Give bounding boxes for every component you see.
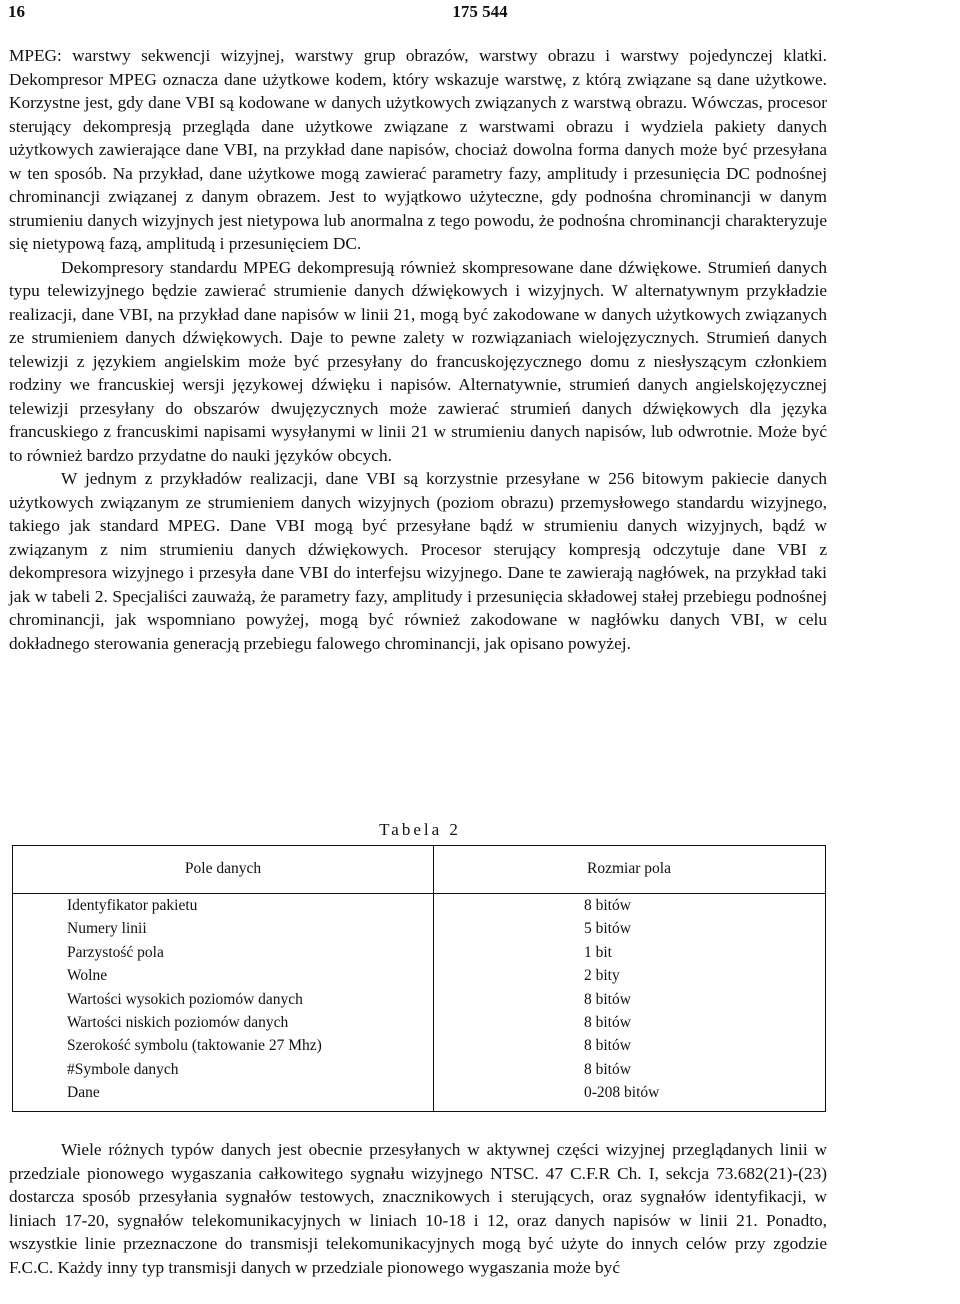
table-row xyxy=(13,944,825,967)
header-field-name: Pole danych xyxy=(184,860,262,877)
cell-field: Wartości niskich poziomów danych xyxy=(67,1013,289,1031)
table-header-row xyxy=(13,846,825,894)
cell-size: 8 bitów xyxy=(584,990,631,1008)
table-row xyxy=(13,1084,825,1107)
cell-field: Numery linii xyxy=(67,920,147,938)
table-row xyxy=(13,991,825,1014)
cell-field: Wartości wysokich poziomów danych xyxy=(67,990,303,1008)
cell-field: Dane xyxy=(67,1084,100,1102)
table-row xyxy=(13,897,825,920)
page-number: 16 xyxy=(8,2,25,21)
cell-size: 1 bit xyxy=(584,943,612,961)
cell-field: #Symbole danych xyxy=(67,1060,179,1078)
paragraph-ntsc-data: Wiele różnych typów danych jest obecnie przesyłanych w aktywnej części wizyjnej przeglądanych linii w przedziale pionowego wygaszania całkowitego sygnału wizyjnego NTSC. 47 C.F.R Ch. I, sekcja 73.682(21)-(23) dostarcza sposób przesyłania sygnałów testowych, znacznikowych i sterujących, oraz sygnałów identyfikacji, w liniach 17-20, sygnałów telekomunikacyjnych w liniach 10-18 i 12, oraz danych napisów w linii 21. Ponadto, wszystkie linie przeznaczone do transmisji telekomunikacyjnych mogą być użyte do innych celów przy zgodzie F.C.C. Każdy inny typ transmisji danych w przedziale pionowego wygaszania może być xyxy=(9,1140,827,1277)
cell-size: 8 bitów xyxy=(584,1060,631,1078)
cell-size: 8 bitów xyxy=(584,1013,631,1031)
body-text-bottom xyxy=(9,1138,827,1279)
paragraph-vbi-packet: W jednym z przykładów realizacji, dane VBI są korzystnie przesyłane w 256 bitowym pakiecie danych użytkowych związanym ze strumieniem danych wizyjnych (poziom obrazu) przemysłowego standardu wizyjnego, takiego jak standard MPEG. Dane VBI mogą być przesyłane bądź w strumieniu danych wizyjnych, bądź w związanym z nim strumieniu danych dźwiękowych. Procesor sterujący kompresją odczytuje dane VBI z dekompresora wizyjnego i przesyła dane VBI do interfejsu wizyjnego. Dane te zawierają nagłówek, na przykład taki jak w tabeli 2. Specjaliści zauważą, że parametry fazy, amplitudy i przesunięcia składowej stałej przebiegu podnośnej chrominancji, jak wspomniano powyżej, mogą być również zakodowane w nagłówku danych VBI, w celu dokładnego sterowania generacją przebiegu falowego chrominancji, jak opisano powyżej. xyxy=(9,469,827,653)
paragraph-audio-decompressors: Dekompresory standardu MPEG dekompresują również skompresowane dane dźwiękowe. Strumień danych typu telewizyjnego będzie zawierać strumienie danych dźwiękowych i wizyjnych. W alternatywnym przykładzie realizacji, dane VBI, na przykład dane napisów w linii 21, mogą być zakodowane w danych użytkowych związanych ze strumieniem danych dźwiękowych. Daje to pewne zalety w rozwiązaniach wielojęzycznych. Strumień danych telewizji z językiem angielskim może być przesyłany do francuskojęzycznego domu z niesłyszącym członkiem rodziny we francuskiej wersji językowej dźwięku i napisów. Alternatywnie, strumień danych angielskojęzycznej telewizji przesyłany do obszarów dwujęzycznych może zawierać strumień danych dźwiękowych dla języka francuskiego z francuskimi napisami wysyłanymi w linii 21 w strumieniu danych napisów, lub odwrotnie. Może być to również bardzo przydatne do nauki języków obcych. xyxy=(9,257,827,465)
page-header xyxy=(8,2,952,26)
table-caption: Tabela 2 xyxy=(379,820,461,839)
table-row xyxy=(13,1014,825,1037)
table-row xyxy=(13,967,825,990)
table-row xyxy=(13,1037,825,1060)
patent-number: 175 544 xyxy=(452,2,508,21)
cell-size: 5 bitów xyxy=(584,920,631,938)
header-field-size: Rozmiar pola xyxy=(587,860,671,877)
table-body xyxy=(13,897,825,1108)
cell-size: 8 bitów xyxy=(584,1037,631,1055)
cell-field: Szerokość symbolu (taktowanie 27 Mhz) xyxy=(67,1037,322,1055)
cell-size: 2 bity xyxy=(584,967,620,985)
cell-field: Identyfikator pakietu xyxy=(67,897,198,914)
body-text-top xyxy=(9,44,827,655)
table-row xyxy=(13,920,825,943)
cell-field: Parzystość pola xyxy=(67,943,164,961)
paragraph-continuation: MPEG: warstwy sekwencji wizyjnej, warstwy grup obrazów, warstwy obrazu i warstwy pojedynczej klatki. Dekompresor MPEG oznacza dane użytkowe kodem, który wskazuje warstwę, z którą związane są dane użytkowe. Korzystne jest, gdy dane VBI są kodowane w danych użytkowych związanych z warstwą obrazu. Wówczas, procesor sterujący dekompresją przegląda dane użytkowe związane z warstwami obrazu i wydziela pakiety danych użytkowych zawierające dane VBI, na przykład dane napisów, chociaż dowolna forma danych może być przesyłana w ten sposób. Na przykład, dane użytkowe mogą zawierać parametry fazy, amplitudy i przesunięcia DC podnośnej chrominancji związanej z danym obrazem. Jest to wyjątkowo użyteczne, gdy podnośna chrominancji w danym strumieniu danych wizyjnych jest nietypowa lub anormalna z tego powodu, że podnośna chrominancji charakteryzuje się nietypową fazą, amplitudą i przesunięciem DC. xyxy=(9,46,827,253)
cell-size: 0-208 bitów xyxy=(584,1084,660,1102)
table-row xyxy=(13,1061,825,1084)
cell-field: Wolne xyxy=(67,967,108,985)
vbi-header-table xyxy=(12,845,826,1112)
cell-size: 8 bitów xyxy=(584,897,631,914)
